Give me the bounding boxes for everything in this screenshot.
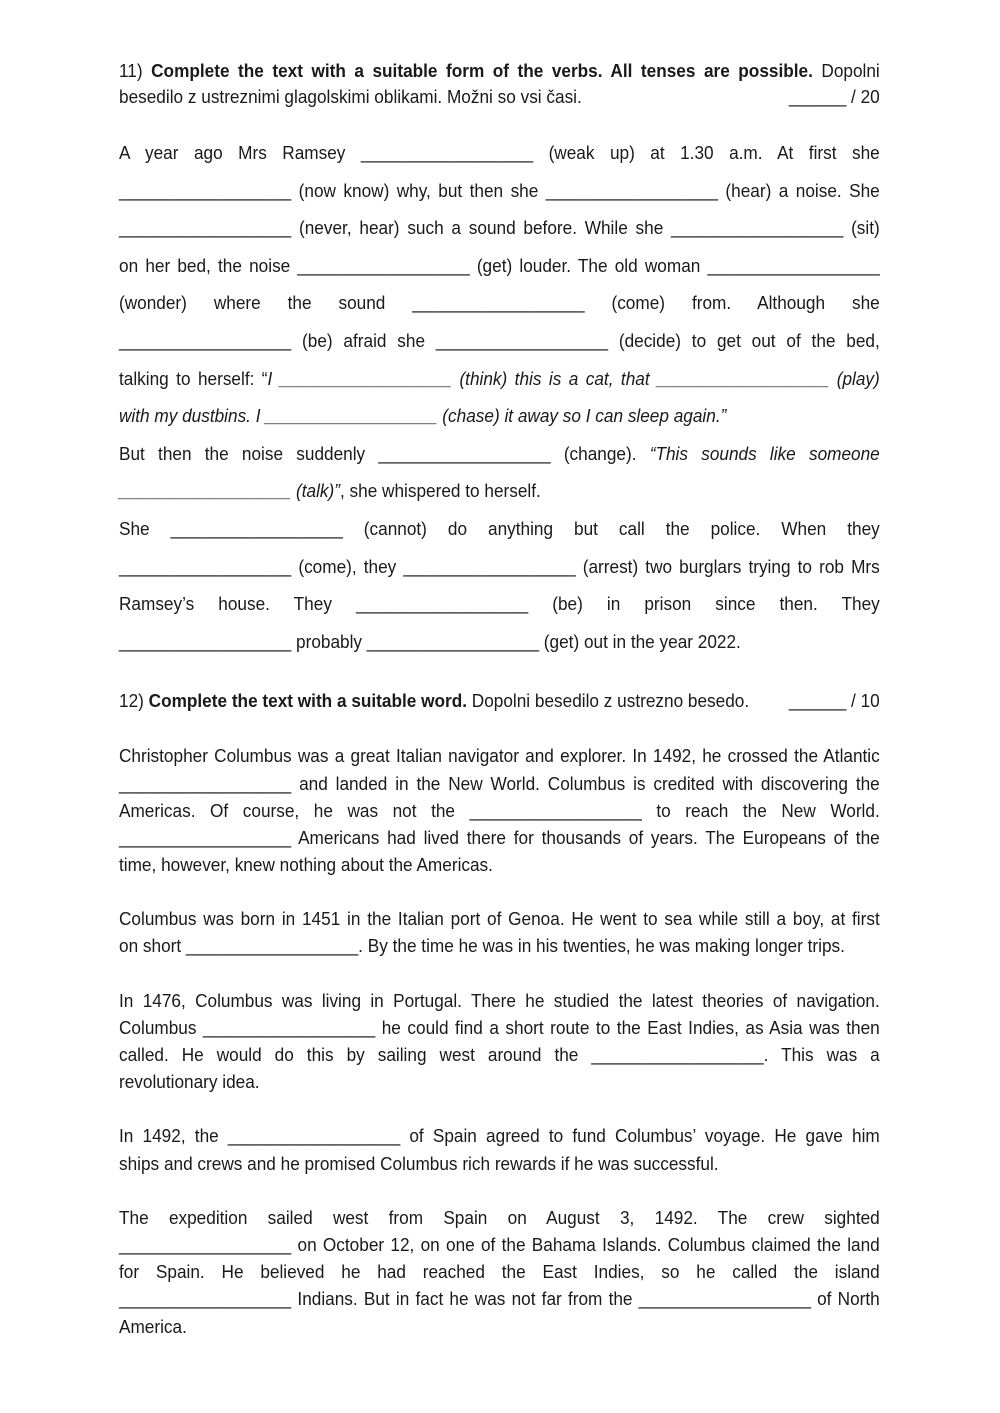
ex12-line: for Spain. He believed he had reached the East Indies, so he called the island <box>119 1261 880 1283</box>
exercise-11-header <box>119 58 880 110</box>
ex12-line: The expedition sailed west from Spain on August 3, 1492. The crew sighted <box>119 1206 880 1228</box>
exercise-11-number: 11) <box>119 60 143 81</box>
ex12-line: America. <box>119 1315 187 1337</box>
ex12-line[interactable]: Columbus __________________ he could find a short route to the East Indies, as Asia was then <box>119 1016 880 1038</box>
exercise-11-instruction-text: Dopolni <box>821 60 880 81</box>
ex12-line[interactable]: called. He would do this by sailing west around the __________________. This was a <box>119 1044 880 1065</box>
ex11-line-10-quote: __________________ (talk)” <box>119 480 340 502</box>
exercise-11-instruction-line2 <box>119 84 880 110</box>
ex11-line-9-quote: “This sounds like someone <box>649 442 880 464</box>
ex11-line[interactable]: __________________ (come), they __________________ (arrest) two burglars trying to rob Mrs <box>119 555 880 577</box>
exercise-12-header <box>119 688 880 714</box>
ex12-line[interactable]: on short __________________. By the time he was in his twenties, he was making longer trips. <box>119 935 845 957</box>
ex11-line-9[interactable] <box>119 435 880 473</box>
exercise-12-score[interactable]: ______ / 10 <box>788 690 880 712</box>
ex12-paragraph-2 <box>119 905 880 959</box>
ex11-line[interactable]: __________________ (now know) why, but then she __________________ (hear) a noise. She <box>119 179 880 201</box>
ex12-paragraph-5 <box>119 1204 880 1340</box>
ex11-line-8[interactable] <box>119 397 880 435</box>
exercise-11-text <box>119 134 880 660</box>
ex12-line: time, however, knew nothing about the Americas. <box>119 854 493 876</box>
exercise-12-instruction-text: Dopolni besedilo z ustrezno besedo. <box>471 690 750 712</box>
ex12-line[interactable]: __________________ and landed in the New World. Columbus is credited with discovering the <box>119 772 880 794</box>
exercise-11-instruction-text-2: besedilo z ustreznimi glagolskimi oblikami. Možni so vsi časi. <box>119 86 582 107</box>
ex12-line: In 1476, Columbus was living in Portugal. There he studied the latest theories of navigation. <box>119 989 880 1011</box>
ex11-line[interactable]: A year ago Mrs Ramsey __________________ (weak up) at 1.30 a.m. At first she <box>119 142 880 163</box>
exercise-12-text <box>119 742 880 1339</box>
ex11-line[interactable]: She __________________ (cannot) do anything but call the police. When they <box>119 517 880 539</box>
worksheet-content <box>119 58 880 1340</box>
ex12-line: ships and crews and he promised Columbus rich rewards if he was successful. <box>119 1152 719 1174</box>
ex12-paragraph-1 <box>119 742 880 878</box>
exercise-12-number: 12) <box>119 690 144 712</box>
ex11-line[interactable]: (wonder) where the sound __________________ (come) from. Although she <box>119 292 880 314</box>
ex11-line-10-text: , she whispered to herself. <box>339 480 541 502</box>
ex12-line[interactable]: Americas. Of course, he was not the __________________ to reach the New World. <box>119 799 880 821</box>
exercise-11-instruction-bold: Complete the text with a suitable form of the verbs. All tenses are possible. <box>151 60 813 81</box>
ex11-line-7[interactable] <box>119 360 880 398</box>
ex11-line[interactable]: __________________ probably __________________ (get) out in the year 2022. <box>119 630 741 652</box>
ex11-line-10[interactable] <box>119 472 880 510</box>
ex11-line-8-quote: with my dustbins. I __________________ (chase) it away so I can sleep again.” <box>119 405 727 427</box>
ex11-line[interactable]: on her bed, the noise __________________ (get) louder. The old woman __________________ <box>119 254 880 276</box>
exercise-12-instruction-bold: Complete the text with a suitable word. <box>148 690 467 712</box>
ex12-line[interactable]: __________________ Indians. But in fact he was not far from the __________________ of North <box>119 1288 880 1310</box>
exercise-11-score[interactable]: ______ / 20 <box>788 86 880 107</box>
ex11-line[interactable]: Ramsey’s house. They __________________ (be) in prison since then. They <box>119 593 880 615</box>
ex11-line[interactable]: __________________ (never, hear) such a sound before. While she __________________ (sit) <box>119 217 880 239</box>
ex11-line-7-text: talking to herself: “ <box>119 367 268 389</box>
ex11-line[interactable]: __________________ (be) afraid she __________________ (decide) to get out of the bed, <box>119 329 880 351</box>
ex11-line-7-quote: I __________________ (think) this is a cat, that __________________ (play) <box>267 367 880 389</box>
ex12-line: revolutionary idea. <box>119 1071 260 1093</box>
ex12-paragraph-4 <box>119 1122 880 1176</box>
ex12-line[interactable]: __________________ Americans had lived there for thousands of years. The Europeans of the <box>119 826 880 848</box>
ex12-line: Columbus was born in 1451 in the Italian port of Genoa. He went to sea while still a boy, at first <box>119 908 880 930</box>
ex12-line[interactable]: __________________ on October 12, on one of the Bahama Islands. Columbus claimed the land <box>119 1233 880 1255</box>
ex12-paragraph-3 <box>119 987 880 1096</box>
ex12-line[interactable]: Christopher Columbus was a great Italian navigator and explorer. In 1492, he crossed the Atlantic <box>119 745 880 767</box>
ex11-line-9-text: But then the noise suddenly __________________ (change). <box>119 442 637 464</box>
exercise-11-instruction-line1 <box>119 58 880 84</box>
ex12-line[interactable]: In 1492, the __________________ of Spain agreed to fund Columbus’ voyage. He gave him <box>119 1125 880 1147</box>
